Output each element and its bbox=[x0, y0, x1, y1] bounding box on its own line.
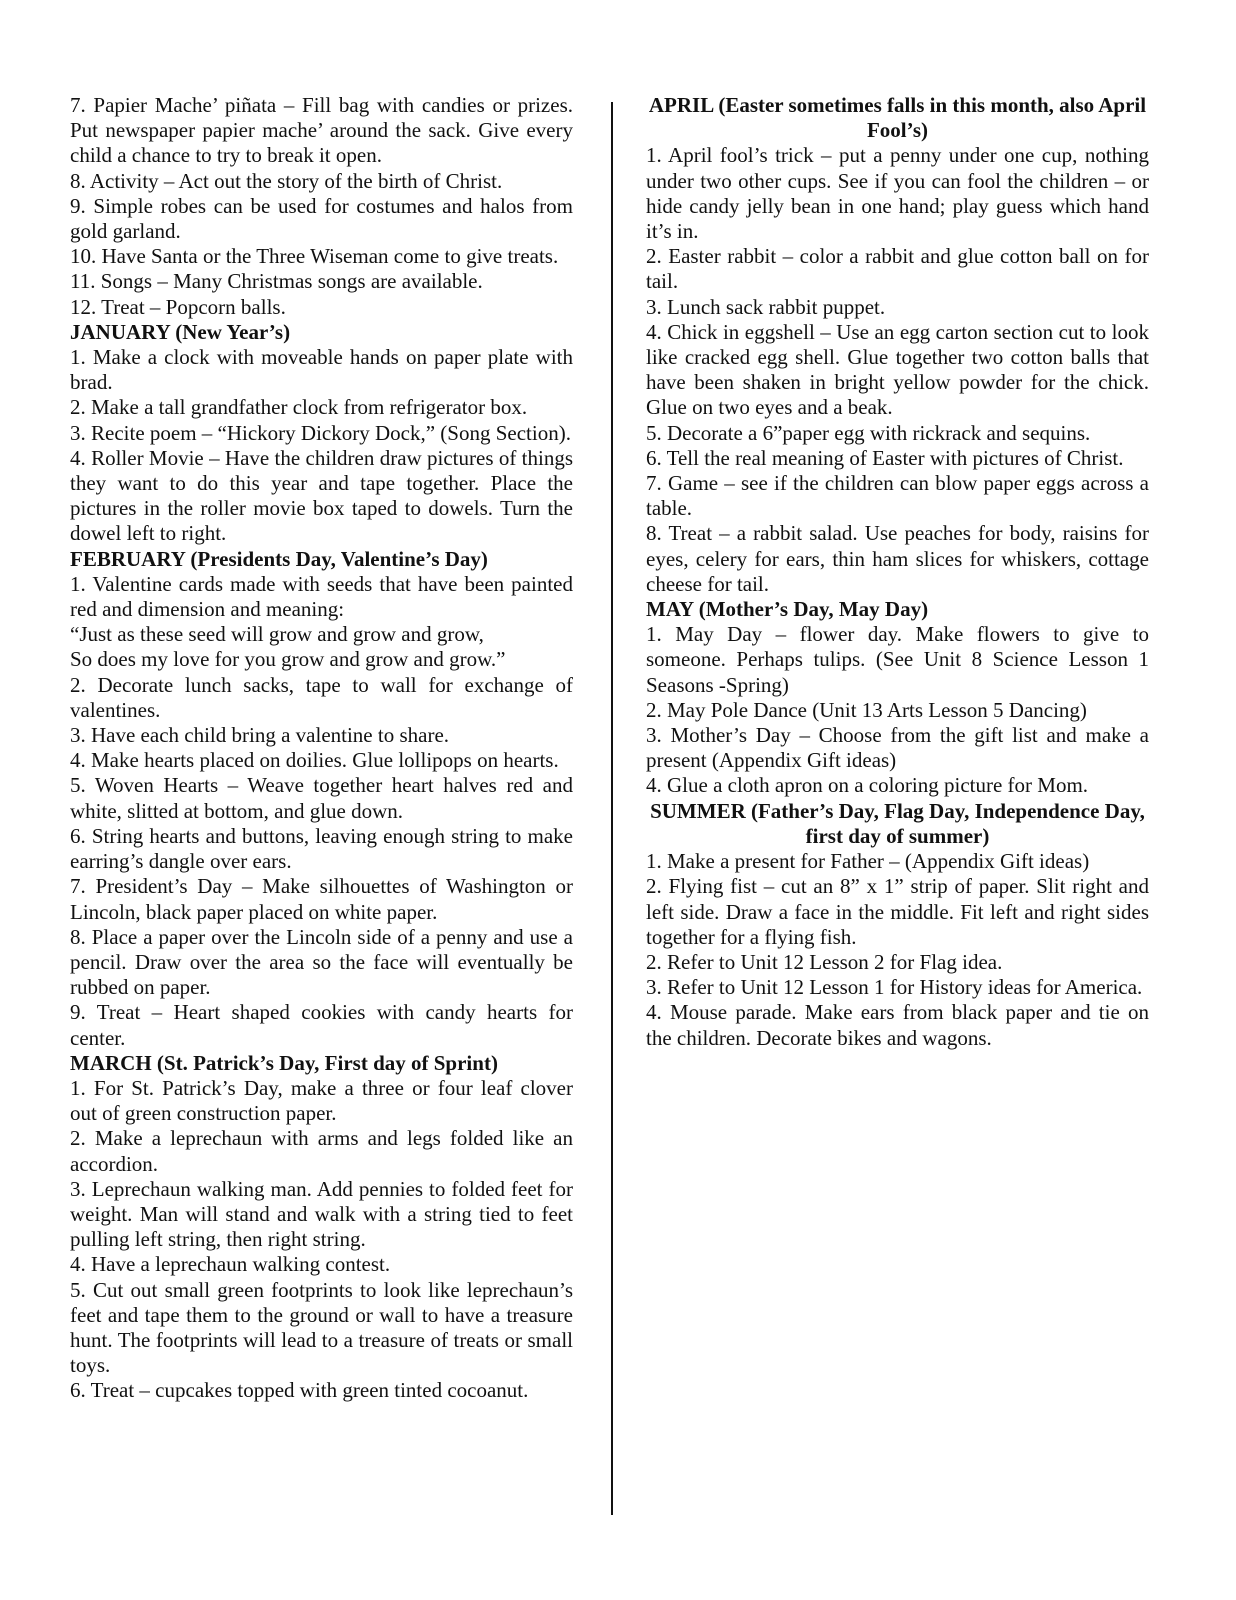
list-item: 6. String hearts and buttons, leaving enough string to make earring’s dangle over ears. bbox=[70, 823, 573, 874]
list-item: 1. For St. Patrick’s Day, make a three or four leaf clover out of green construction paper. bbox=[70, 1075, 573, 1126]
list-item: 2. Make a leprechaun with arms and legs folded like an accordion. bbox=[70, 1126, 573, 1176]
list-item: 4. Make hearts placed on doilies. Glue lollipops on hearts. bbox=[70, 748, 559, 773]
list-item: 10. Have Santa or the Three Wiseman come to give treats. bbox=[70, 244, 559, 269]
list-item: 1. Make a present for Father – (Appendix Gift ideas) bbox=[646, 849, 1090, 874]
list-item: 6. Treat – cupcakes topped with green tinted cocoanut. bbox=[70, 1378, 529, 1403]
list-item: 3. Recite poem – “Hickory Dickory Dock,” (Song Section). bbox=[70, 420, 571, 445]
list-item: 3. Mother’s Day – Choose from the gift list and make a present (Appendix Gift ideas) bbox=[646, 723, 1149, 773]
list-item: 1. Make a clock with moveable hands on paper plate with brad. bbox=[70, 345, 573, 395]
list-item: 1. May Day – flower day. Make flowers to give to someone. Perhaps tulips. (See Unit 8 Science Lesson 1 Seasons -Spring) bbox=[646, 622, 1149, 697]
list-item: 2. Refer to Unit 12 Lesson 2 for Flag idea. bbox=[646, 949, 1003, 974]
list-item: 4. Chick in eggshell – Use an egg carton section cut to look like cracked egg shell. Glue together two cotton balls that have been shaken in bright yellow powder for the chick. Glue on two eyes and a beak. bbox=[646, 319, 1149, 420]
section-heading: APRIL (Easter sometimes falls in this month, also April Fool’s) bbox=[648, 93, 1147, 143]
list-item: “Just as these seed will grow and grow and grow, bbox=[70, 622, 484, 647]
list-item: 7. Game – see if the children can blow paper eggs across a table. bbox=[646, 471, 1149, 521]
section-heading: JANUARY (New Year’s) bbox=[70, 319, 291, 344]
left-column bbox=[70, 93, 573, 1404]
section-heading: MARCH (St. Patrick’s Day, First day of Sprint) bbox=[70, 1050, 498, 1075]
list-item: 2. Decorate lunch sacks, tape to wall for exchange of valentines. bbox=[70, 672, 573, 722]
right-column bbox=[646, 93, 1149, 1051]
section-heading: MAY (Mother’s Day, May Day) bbox=[646, 597, 929, 622]
list-item: 3. Have each child bring a valentine to share. bbox=[70, 723, 450, 748]
list-item: 3. Leprechaun walking man. Add pennies to folded feet for weight. Man will stand and walk with a string tied to feet pulling left string, then right string. bbox=[70, 1176, 573, 1252]
list-item: 7. President’s Day – Make silhouettes of Washington or Lincoln, black paper placed on white paper. bbox=[70, 874, 573, 924]
list-item: 2. Make a tall grandfather clock from refrigerator box. bbox=[70, 395, 528, 420]
list-item: 9. Treat – Heart shaped cookies with candy hearts for center. bbox=[70, 1000, 573, 1050]
list-item: 5. Cut out small green footprints to look like leprechaun’s feet and tape them to the ground or wall to have a treasure hunt. The footprints will lead to a treasure of treats or small toys. bbox=[70, 1277, 573, 1378]
list-item: 8. Activity – Act out the story of the birth of Christ. bbox=[70, 168, 503, 193]
list-item: 4. Glue a cloth apron on a coloring picture for Mom. bbox=[646, 773, 1089, 798]
column-divider bbox=[611, 102, 613, 1515]
list-item: 2. Flying fist – cut an 8” x 1” strip of paper. Slit right and left side. Draw a face in the middle. Fit left and right sides together for a flying fish. bbox=[646, 874, 1149, 949]
list-item: 9. Simple robes can be used for costumes and halos from gold garland. bbox=[70, 193, 573, 244]
list-item: 4. Mouse parade. Make ears from black paper and tie on the children. Decorate bikes and wagons. bbox=[646, 1000, 1149, 1050]
list-item: 5. Woven Hearts – Weave together heart halves red and white, slitted at bottom, and glue down. bbox=[70, 773, 573, 823]
list-item: 3. Refer to Unit 12 Lesson 1 for History ideas for America. bbox=[646, 975, 1143, 1000]
section-heading: FEBRUARY (Presidents Day, Valentine’s Day) bbox=[70, 546, 488, 571]
list-item: 3. Lunch sack rabbit puppet. bbox=[646, 294, 886, 319]
list-item: 7. Papier Mache’ piñata – Fill bag with candies or prizes. Put newspaper papier mache’ around the sack. Give every child a chance to try to break it open. bbox=[70, 93, 573, 168]
list-item: 5. Decorate a 6”paper egg with rickrack and sequins. bbox=[646, 420, 1091, 445]
list-item: So does my love for you grow and grow and grow.” bbox=[70, 647, 506, 672]
list-item: 1. Valentine cards made with seeds that have been painted red and dimension and meaning: bbox=[70, 571, 573, 622]
list-item: 11. Songs – Many Christmas songs are available. bbox=[70, 269, 483, 294]
list-item: 6. Tell the real meaning of Easter with pictures of Christ. bbox=[646, 445, 1124, 470]
list-item: 1. April fool’s trick – put a penny under one cup, nothing under two other cups. See if you can fool the children – or hide candy jelly bean in one hand; play guess which hand it’s in. bbox=[646, 143, 1149, 244]
list-item: 2. Easter rabbit – color a rabbit and glue cotton ball on for tail. bbox=[646, 244, 1149, 294]
list-item: 12. Treat – Popcorn balls. bbox=[70, 294, 286, 319]
list-item: 8. Place a paper over the Lincoln side of a penny and use a pencil. Draw over the area so the face will eventually be rubbed on paper. bbox=[70, 924, 573, 1000]
list-item: 8. Treat – a rabbit salad. Use peaches for body, raisins for eyes, celery for ears, thin ham slices for whiskers, cottage cheese for tail. bbox=[646, 521, 1149, 596]
list-item: 2. May Pole Dance (Unit 13 Arts Lesson 5 Dancing) bbox=[646, 697, 1087, 722]
list-item: 4. Have a leprechaun walking contest. bbox=[70, 1252, 391, 1277]
list-item: 4. Roller Movie – Have the children draw pictures of things they want to do this year and tape together. Place the pictures in the roller movie box taped to dowels. Turn the dowel left to right. bbox=[70, 445, 573, 546]
section-heading: SUMMER (Father’s Day, Flag Day, Independence Day, first day of summer) bbox=[650, 798, 1145, 848]
